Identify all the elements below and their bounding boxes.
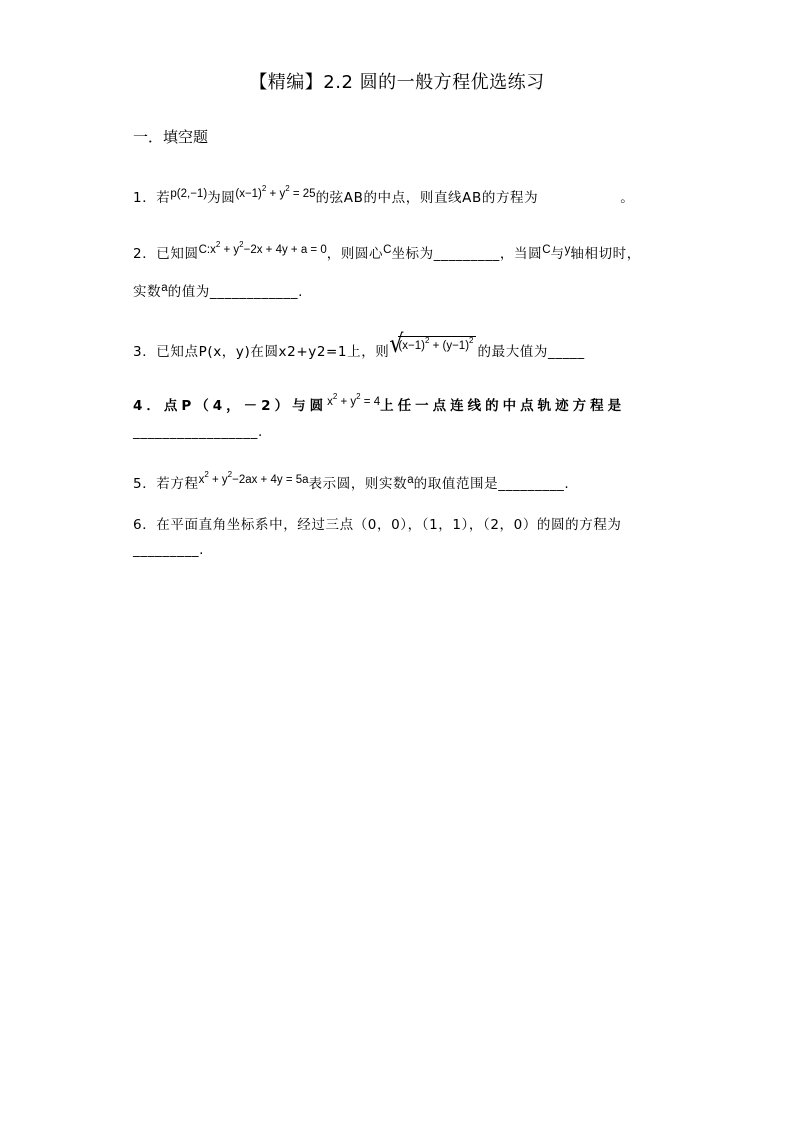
page-title: 【精编】2.2 圆的一般方程优选练习 xyxy=(249,72,545,93)
question-1: 1．若p(2,−1)为圆$(x-1)^2 + y^2 = 25$的弦AB的中点，则直线AB的方程为 。 xyxy=(133,184,635,206)
question-6: 6．在平面直角坐标系中，经过三点（0，0），（1，1），（2，0）的圆的方程为 xyxy=(133,517,622,533)
math-point-p: p(2,−1) xyxy=(170,188,208,200)
math-circle-equation: $(x-1)^2 + y^2 = 25$ xyxy=(235,184,316,200)
math-circle-c-equation: $C:x^2 + y^2-2x + 4y + a = 0$ xyxy=(198,240,327,256)
question-3: 3．已知点P(x，y)在圆x2+y2=1上，则 √ $(x-1)^2 + (y-1)^2$的最大值为_____ xyxy=(133,330,585,360)
math-equation-a: $x^2 + y^2-2ax + 4y = 5a$ xyxy=(198,470,309,486)
question-5: 5．若方程$x^2 + y^2-2ax + 4y = 5a$表示圆，则实数a的取值范围是_________. xyxy=(133,470,570,492)
question-6-cont: _________. xyxy=(133,542,205,558)
section-heading: 一．填空题 xyxy=(133,128,209,146)
question-2-cont: 实数a的值为____________. xyxy=(133,282,304,300)
math-sqrt-expression: √ $(x-1)^2 + (y-1)^2$ xyxy=(389,330,474,359)
question-2: 2．已知圆$C:x^2 + y^2-2x + 4y + a = 0$，则圆心C坐标为_________，当圆C与y轴相切时， xyxy=(133,240,641,262)
question-4-cont: _________________. xyxy=(133,424,263,440)
question-4: 4．点P（4，－2）与圆$x^2 + y^2 = 4$上任一点连线的中点轨迹方程是 xyxy=(133,392,626,414)
math-circle-r2: $x^2 + y^2 = 4$ xyxy=(327,392,381,408)
